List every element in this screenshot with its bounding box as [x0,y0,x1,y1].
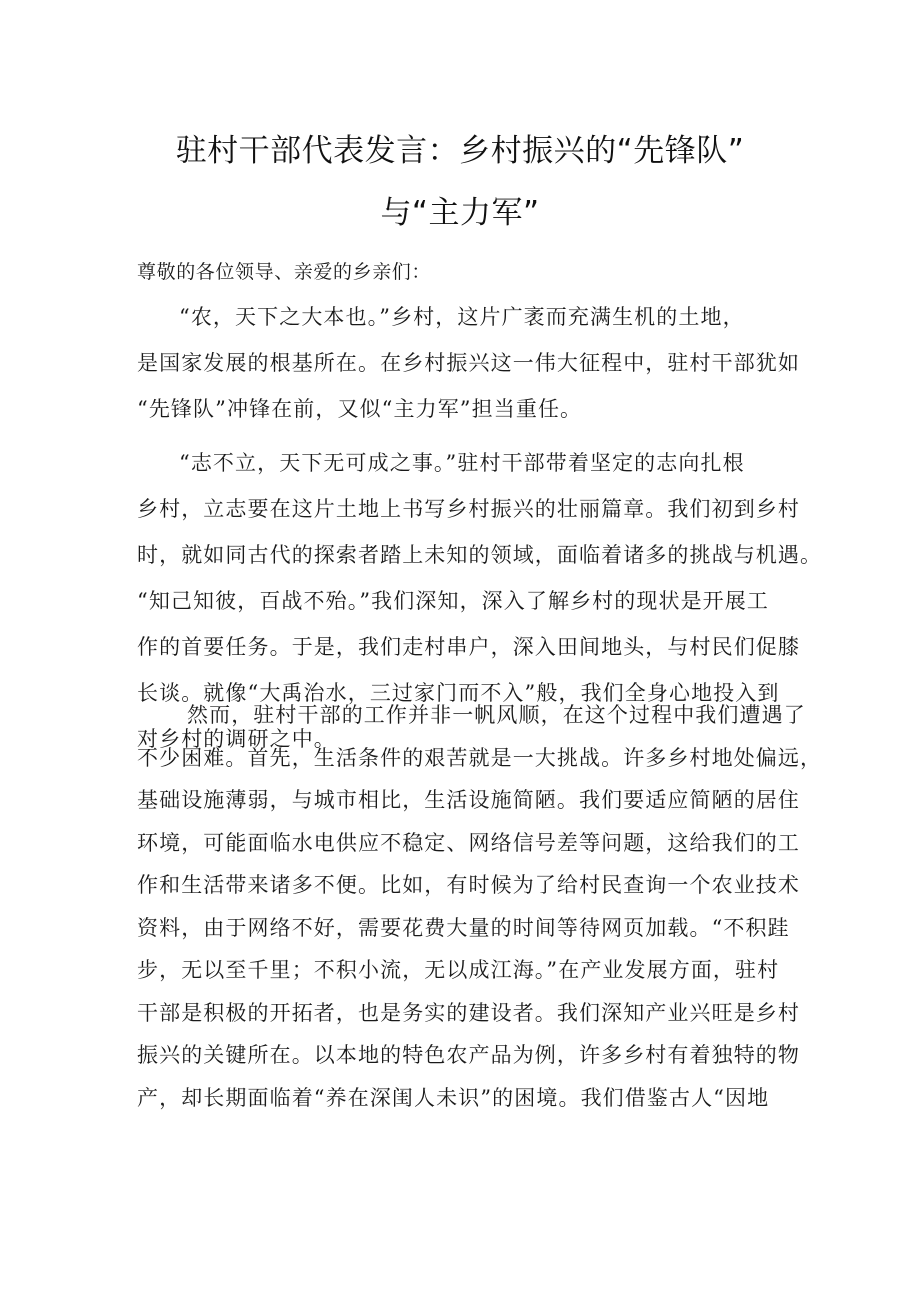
paragraph-line: 步，无以至千里；不积小流，无以成江海。”在产业发展方面，驻村 [137,958,780,982]
paragraph-line: “知己知彼，百战不殆。”我们深知，深入了解乡村的现状是开展工 [137,589,769,613]
paragraph-3 [137,694,823,1119]
paragraph-line: 干部是积极的开拓者，也是务实的建设者。我们深知产业兴旺是乡村 [137,1000,800,1025]
paragraph-line: 作和生活带来诸多不便。比如，有时候为了给村民查询一个农业技术 [137,873,800,897]
document-title-line-2: 与“主力军” [380,195,540,231]
paragraph-line: 时，就如同古代的探索者踏上未知的领域，面临着诸多的挑战与机遇。 [137,543,823,567]
greeting: 尊敬的各位领导、亲爱的乡亲们： [137,261,432,283]
paragraph-1 [137,294,800,432]
paragraph-line: 不少困难。首先，生活条件的艰苦就是一大挑战。许多乡村地处偏远， [137,745,823,770]
paragraph-line: 是国家发展的根基所在。在乡村振兴这一伟大征程中，驻村干部犹如 [137,351,800,375]
paragraph-line: “志不立，天下无可成之事。”驻村干部带着坚定的志向扎根 [179,451,745,475]
paragraph-line: 资料，由于网络不好，需要花费大量的时间等待网页加载。“不积跬 [137,915,790,940]
paragraph-line: 产，却长期面临着“养在深闺人未识”的困境。我们借鉴古人“因地 [137,1085,770,1110]
paragraph-line: 对乡村的调研之中。 [137,727,336,751]
document-title-line-1: 驻村干部代表发言：乡村振兴的“先锋队” [175,133,745,169]
paragraph-line: “农，天下之大本也。”乡村，这片广袤而充满生机的土地， [179,305,745,329]
paragraph-line: “先锋队”冲锋在前，又似“主力军”担当重任。 [137,397,583,421]
paragraph-line: 振兴的关键所在。以本地的特色农产品为例，许多乡村有着独特的物 [137,1043,800,1067]
paragraph-line: 然而，驻村干部的工作并非一帆风顺，在这个过程中我们遭遇了 [187,703,806,727]
paragraph-line: 作的首要任务。于是，我们走村串户，深入田间地头，与村民们促膝 [137,635,800,659]
paragraph-line: 长谈。就像“大禹治水，三过家门而不入”般，我们全身心地投入到 [137,681,780,705]
paragraph-line: 环境，可能面临水电供应不稳定、网络信号差等问题，这给我们的工 [137,830,800,855]
paragraph-line: 乡村，立志要在这片土地上书写乡村振兴的壮丽篇章。我们初到乡村 [137,497,800,521]
paragraph-line: 基础设施薄弱，与城市相比，生活设施简陋。我们要适应简陋的居住 [137,788,800,812]
